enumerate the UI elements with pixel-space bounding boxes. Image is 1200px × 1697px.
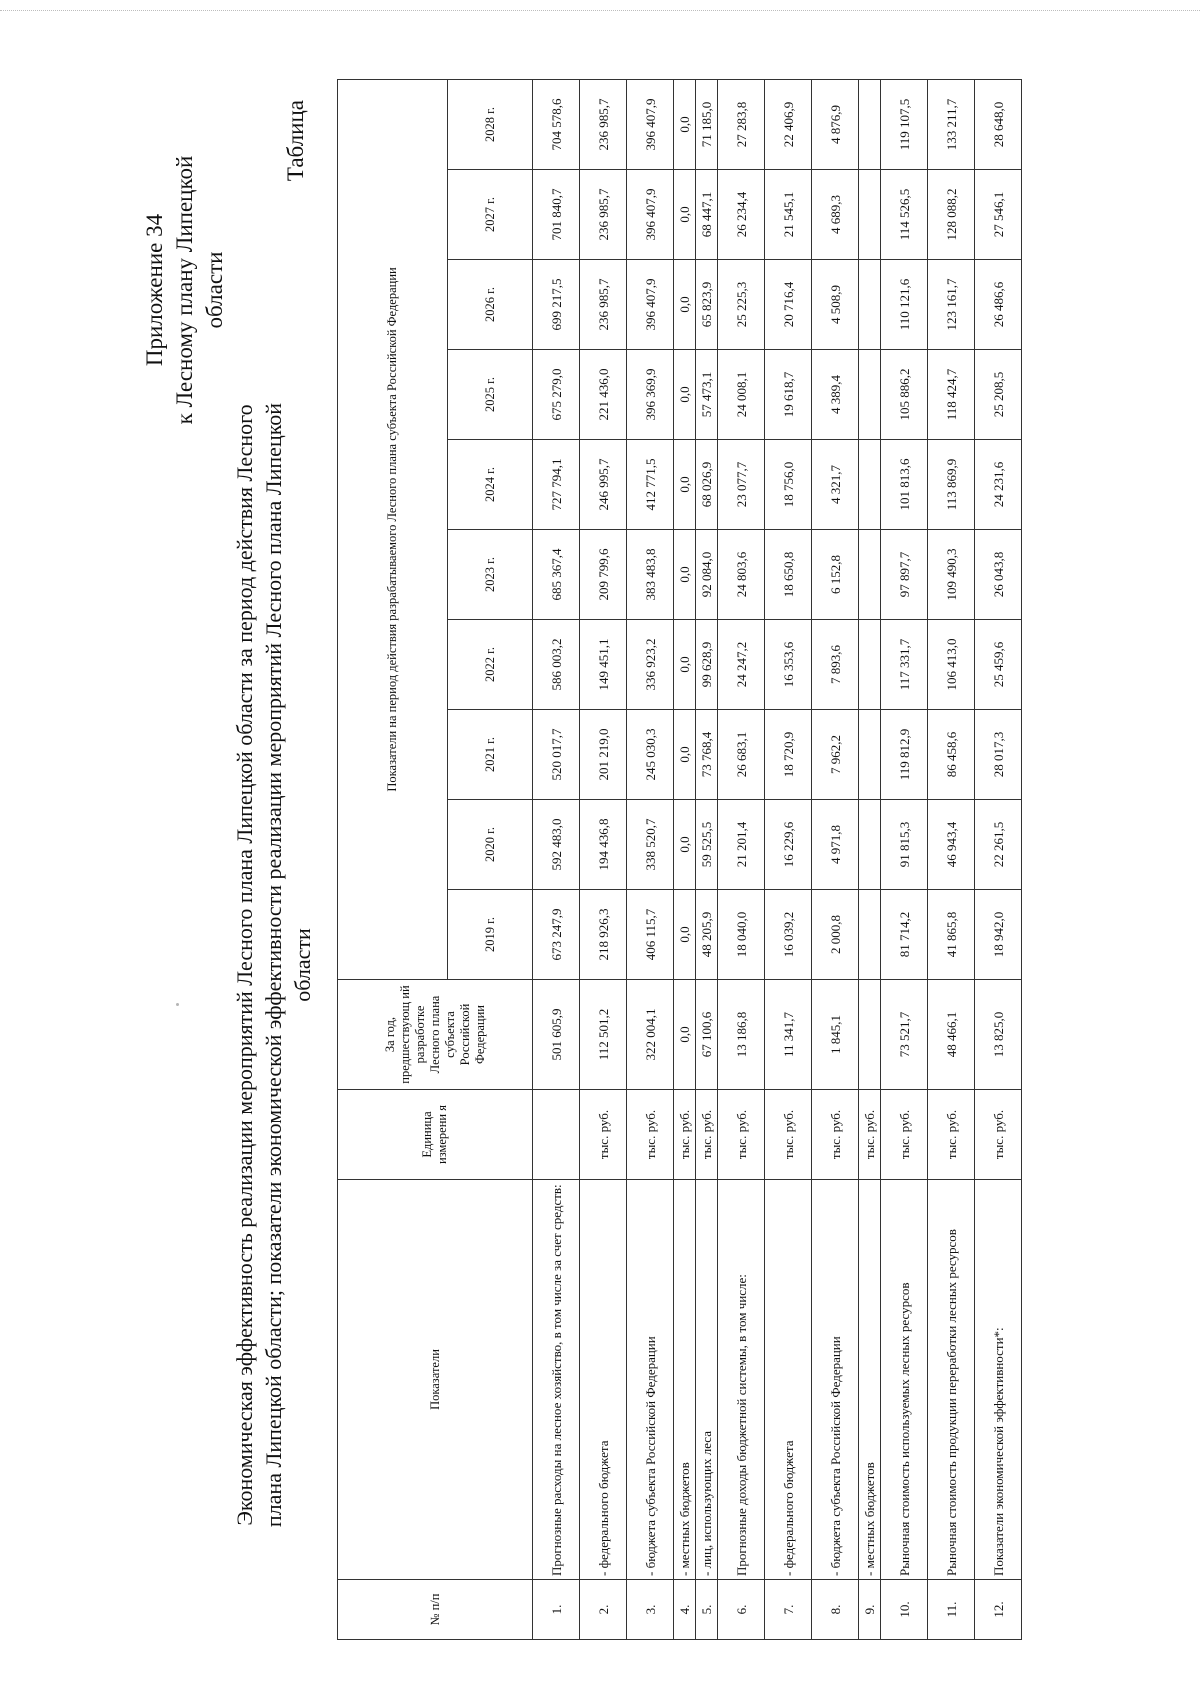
row-year-value xyxy=(859,79,881,169)
row-year-value: 19 618,7 xyxy=(765,350,812,440)
row-year-value xyxy=(859,260,881,350)
row-year-value: 68 447,1 xyxy=(696,170,718,260)
document-heading: Экономическая эффективность реализации мероприятий Лесного плана Липецкой области за период действия Лесного плана Липецкой области; показатели экономической эффективности реализации мероприятий Лесного плана Липецкой области xyxy=(232,402,315,1528)
row-year-value: 246 995,7 xyxy=(580,440,627,530)
efficiency-table xyxy=(337,79,1022,1640)
row-year-value: 26 486,6 xyxy=(975,260,1022,350)
row-unit: тыс. руб. xyxy=(859,1090,881,1180)
row-number: 11. xyxy=(928,1580,975,1640)
row-indicator: - бюджета субъекта Российской Федерации xyxy=(627,1180,674,1580)
table-row xyxy=(718,79,765,1639)
row-year-value: 24 803,6 xyxy=(718,530,765,620)
table-row xyxy=(580,79,627,1639)
row-year-value: 22 261,5 xyxy=(975,800,1022,890)
header-year: 2024 г. xyxy=(448,440,533,530)
row-year-value: 118 424,7 xyxy=(928,350,975,440)
row-year-value xyxy=(859,800,881,890)
row-year-value: 81 714,2 xyxy=(881,890,928,980)
row-year-value: 236 985,7 xyxy=(580,170,627,260)
row-year-value: 4 971,8 xyxy=(812,800,859,890)
row-number: 8. xyxy=(812,1580,859,1640)
row-year-value: 25 208,5 xyxy=(975,350,1022,440)
row-year-value: 0,0 xyxy=(674,620,696,710)
header-year: 2028 г. xyxy=(448,79,533,169)
row-number: 6. xyxy=(718,1580,765,1640)
row-unit: тыс. руб. xyxy=(975,1090,1022,1180)
row-year-value: 101 813,6 xyxy=(881,440,928,530)
row-year-value: 727 794,1 xyxy=(533,440,580,530)
row-year-value: 99 628,9 xyxy=(696,620,718,710)
row-year-value: 91 815,3 xyxy=(881,800,928,890)
row-unit: тыс. руб. xyxy=(696,1090,718,1180)
row-year-value: 383 483,8 xyxy=(627,530,674,620)
row-number: 2. xyxy=(580,1580,627,1640)
row-year-value: 105 886,2 xyxy=(881,350,928,440)
row-year-value: 16 353,6 xyxy=(765,620,812,710)
row-year-value: 704 578,6 xyxy=(533,79,580,169)
row-year-value: 106 413,0 xyxy=(928,620,975,710)
row-prev-year-value: 13 825,0 xyxy=(975,980,1022,1090)
table-row xyxy=(881,79,928,1639)
row-year-value: 0,0 xyxy=(674,170,696,260)
table-row xyxy=(812,79,859,1639)
row-indicator: - местных бюджетов xyxy=(859,1180,881,1580)
table-body xyxy=(533,79,1022,1639)
table-row xyxy=(765,79,812,1639)
row-year-value: 586 003,2 xyxy=(533,620,580,710)
row-year-value: 412 771,5 xyxy=(627,440,674,530)
row-year-value: 57 473,1 xyxy=(696,350,718,440)
table-row xyxy=(627,79,674,1639)
row-year-value: 23 077,7 xyxy=(718,440,765,530)
row-year-value: 110 121,6 xyxy=(881,260,928,350)
row-year-value: 21 201,4 xyxy=(718,800,765,890)
row-number: 1. xyxy=(533,1580,580,1640)
row-prev-year-value: 13 186,8 xyxy=(718,980,765,1090)
row-year-value: 0,0 xyxy=(674,260,696,350)
row-year-value: 520 017,7 xyxy=(533,710,580,800)
row-year-value: 18 650,8 xyxy=(765,530,812,620)
row-year-value: 221 436,0 xyxy=(580,350,627,440)
row-year-value: 117 331,7 xyxy=(881,620,928,710)
row-year-value: 28 017,3 xyxy=(975,710,1022,800)
header-year: 2022 г. xyxy=(448,620,533,710)
row-indicator: Прогнозные расходы на лесное хозяйство, в том числе за счет средств: xyxy=(533,1180,580,1580)
row-unit: тыс. руб. xyxy=(812,1090,859,1180)
row-year-value: 18 040,0 xyxy=(718,890,765,980)
row-unit: тыс. руб. xyxy=(674,1090,696,1180)
row-year-value: 0,0 xyxy=(674,890,696,980)
row-year-value xyxy=(859,440,881,530)
row-year-value: 27 283,8 xyxy=(718,79,765,169)
row-prev-year-value: 73 521,7 xyxy=(881,980,928,1090)
row-year-value: 592 483,0 xyxy=(533,800,580,890)
row-year-value: 4 508,9 xyxy=(812,260,859,350)
appendix-subtitle: к Лесному плану Липецкой области xyxy=(172,155,227,425)
table-row xyxy=(859,79,881,1639)
row-indicator: - федерального бюджета xyxy=(580,1180,627,1580)
row-year-value: 201 219,0 xyxy=(580,710,627,800)
row-year-value: 4 876,9 xyxy=(812,79,859,169)
row-year-value: 123 161,7 xyxy=(928,260,975,350)
header-period-group: Показатели на период действия разрабатываемого Лесного плана субъекта Российской Федерации xyxy=(338,79,448,979)
row-number: 9. xyxy=(859,1580,881,1640)
row-year-value: 0,0 xyxy=(674,710,696,800)
table-row xyxy=(975,79,1022,1639)
row-year-value: 396 369,9 xyxy=(627,350,674,440)
row-indicator: - лиц, использующих леса xyxy=(696,1180,718,1580)
row-year-value: 338 520,7 xyxy=(627,800,674,890)
row-year-value: 119 812,9 xyxy=(881,710,928,800)
row-year-value: 65 823,9 xyxy=(696,260,718,350)
row-year-value: 396 407,9 xyxy=(627,79,674,169)
row-year-value: 59 525,5 xyxy=(696,800,718,890)
row-prev-year-value xyxy=(859,980,881,1090)
row-year-value xyxy=(859,890,881,980)
row-year-value: 48 205,9 xyxy=(696,890,718,980)
table-row xyxy=(674,79,696,1639)
scan-border-line xyxy=(0,10,1200,11)
row-year-value: 109 490,3 xyxy=(928,530,975,620)
table-row xyxy=(696,79,718,1639)
row-year-value: 46 943,4 xyxy=(928,800,975,890)
row-year-value: 86 458,6 xyxy=(928,710,975,800)
header-year: 2026 г. xyxy=(448,260,533,350)
row-unit: тыс. руб. xyxy=(881,1090,928,1180)
row-number: 3. xyxy=(627,1580,674,1640)
row-year-value: 18 756,0 xyxy=(765,440,812,530)
row-year-value: 236 985,7 xyxy=(580,79,627,169)
row-number: 4. xyxy=(674,1580,696,1640)
row-year-value: 25 459,6 xyxy=(975,620,1022,710)
row-number: 7. xyxy=(765,1580,812,1640)
row-year-value xyxy=(859,620,881,710)
row-year-value xyxy=(859,350,881,440)
row-year-value: 27 546,1 xyxy=(975,170,1022,260)
row-year-value: 218 926,3 xyxy=(580,890,627,980)
row-prev-year-value: 67 100,6 xyxy=(696,980,718,1090)
row-prev-year-value: 48 466,1 xyxy=(928,980,975,1090)
row-year-value: 68 026,9 xyxy=(696,440,718,530)
row-number: 12. xyxy=(975,1580,1022,1640)
row-unit: тыс. руб. xyxy=(580,1090,627,1180)
row-year-value: 0,0 xyxy=(674,800,696,890)
row-year-value: 0,0 xyxy=(674,440,696,530)
header-year: 2020 г. xyxy=(448,800,533,890)
row-number: 5. xyxy=(696,1580,718,1640)
row-year-value: 245 030,3 xyxy=(627,710,674,800)
header-prev-year: За год, предшествующ ий разработке Лесного плана субъекта Российской Федерации xyxy=(338,980,533,1090)
row-year-value xyxy=(859,710,881,800)
row-year-value: 0,0 xyxy=(674,350,696,440)
row-year-value: 21 545,1 xyxy=(765,170,812,260)
appendix-note xyxy=(140,120,230,460)
header-year: 2019 г. xyxy=(448,890,533,980)
row-year-value: 675 279,0 xyxy=(533,350,580,440)
row-year-value: 396 407,9 xyxy=(627,260,674,350)
row-year-value: 18 942,0 xyxy=(975,890,1022,980)
header-year: 2023 г. xyxy=(448,530,533,620)
row-year-value: 26 234,4 xyxy=(718,170,765,260)
row-unit: тыс. руб. xyxy=(718,1090,765,1180)
row-year-value: 396 407,9 xyxy=(627,170,674,260)
row-year-value: 71 185,0 xyxy=(696,79,718,169)
row-year-value: 16 039,2 xyxy=(765,890,812,980)
row-year-value: 114 526,5 xyxy=(881,170,928,260)
row-indicator: - бюджета субъекта Российской Федерации xyxy=(812,1180,859,1580)
row-year-value: 685 367,4 xyxy=(533,530,580,620)
row-number: 10. xyxy=(881,1580,928,1640)
row-year-value: 28 648,0 xyxy=(975,79,1022,169)
row-year-value: 24 231,6 xyxy=(975,440,1022,530)
row-indicator: Показатели экономической эффективности*: xyxy=(975,1180,1022,1580)
row-year-value: 0,0 xyxy=(674,530,696,620)
row-year-value xyxy=(859,170,881,260)
row-indicator: Рыночная стоимость продукции переработки лесных ресурсов xyxy=(928,1180,975,1580)
row-unit: тыс. руб. xyxy=(627,1090,674,1180)
header-year: 2027 г. xyxy=(448,170,533,260)
row-indicator: Рыночная стоимость используемых лесных ресурсов xyxy=(881,1180,928,1580)
row-prev-year-value: 1 845,1 xyxy=(812,980,859,1090)
row-year-value: 20 716,4 xyxy=(765,260,812,350)
row-year-value: 16 229,6 xyxy=(765,800,812,890)
row-prev-year-value: 501 605,9 xyxy=(533,980,580,1090)
header-num: № п/п xyxy=(338,1580,533,1640)
row-year-value: 673 247,9 xyxy=(533,890,580,980)
row-year-value: 4 689,3 xyxy=(812,170,859,260)
row-year-value: 209 799,6 xyxy=(580,530,627,620)
row-year-value: 92 084,0 xyxy=(696,530,718,620)
row-year-value: 73 768,4 xyxy=(696,710,718,800)
row-indicator: Прогнозные доходы бюджетной системы, в том числе: xyxy=(718,1180,765,1580)
table-header xyxy=(338,79,533,1639)
row-indicator: - местных бюджетов xyxy=(674,1180,696,1580)
row-year-value: 236 985,7 xyxy=(580,260,627,350)
row-year-value: 133 211,7 xyxy=(928,79,975,169)
row-year-value xyxy=(859,530,881,620)
row-year-value: 18 720,9 xyxy=(765,710,812,800)
row-prev-year-value: 322 004,1 xyxy=(627,980,674,1090)
row-prev-year-value: 11 341,7 xyxy=(765,980,812,1090)
table-row xyxy=(928,79,975,1639)
row-indicator: - федерального бюджета xyxy=(765,1180,812,1580)
row-year-value: 701 840,7 xyxy=(533,170,580,260)
header-year: 2021 г. xyxy=(448,710,533,800)
row-year-value: 4 321,7 xyxy=(812,440,859,530)
header-indicator: Показатели xyxy=(338,1180,533,1580)
row-year-value: 194 436,8 xyxy=(580,800,627,890)
appendix-title: Приложение 34 xyxy=(142,213,167,367)
row-unit xyxy=(533,1090,580,1180)
row-prev-year-value: 112 501,2 xyxy=(580,980,627,1090)
row-year-value: 24 247,2 xyxy=(718,620,765,710)
row-year-value: 26 683,1 xyxy=(718,710,765,800)
header-unit: Единица измерени я xyxy=(338,1090,533,1180)
row-year-value: 699 217,5 xyxy=(533,260,580,350)
row-prev-year-value: 0,0 xyxy=(674,980,696,1090)
row-year-value: 2 000,8 xyxy=(812,890,859,980)
row-year-value: 149 451,1 xyxy=(580,620,627,710)
row-year-value: 406 115,7 xyxy=(627,890,674,980)
row-year-value: 113 869,9 xyxy=(928,440,975,530)
row-year-value: 41 865,8 xyxy=(928,890,975,980)
row-year-value: 24 008,1 xyxy=(718,350,765,440)
row-year-value: 26 043,8 xyxy=(975,530,1022,620)
table-row xyxy=(533,79,580,1639)
row-unit: тыс. руб. xyxy=(765,1090,812,1180)
row-year-value: 6 152,8 xyxy=(812,530,859,620)
row-year-value: 4 389,4 xyxy=(812,350,859,440)
row-year-value: 25 225,3 xyxy=(718,260,765,350)
row-year-value: 7 962,2 xyxy=(812,710,859,800)
row-year-value: 97 897,7 xyxy=(881,530,928,620)
row-unit: тыс. руб. xyxy=(928,1090,975,1180)
row-year-value: 0,0 xyxy=(674,79,696,169)
header-year: 2025 г. xyxy=(448,350,533,440)
row-year-value: 128 088,2 xyxy=(928,170,975,260)
rotated-page-content xyxy=(85,80,1145,1640)
row-year-value: 336 923,2 xyxy=(627,620,674,710)
row-year-value: 22 406,9 xyxy=(765,79,812,169)
row-year-value: 119 107,5 xyxy=(881,79,928,169)
row-year-value: 7 893,6 xyxy=(812,620,859,710)
table-label: Таблица xyxy=(283,100,308,182)
